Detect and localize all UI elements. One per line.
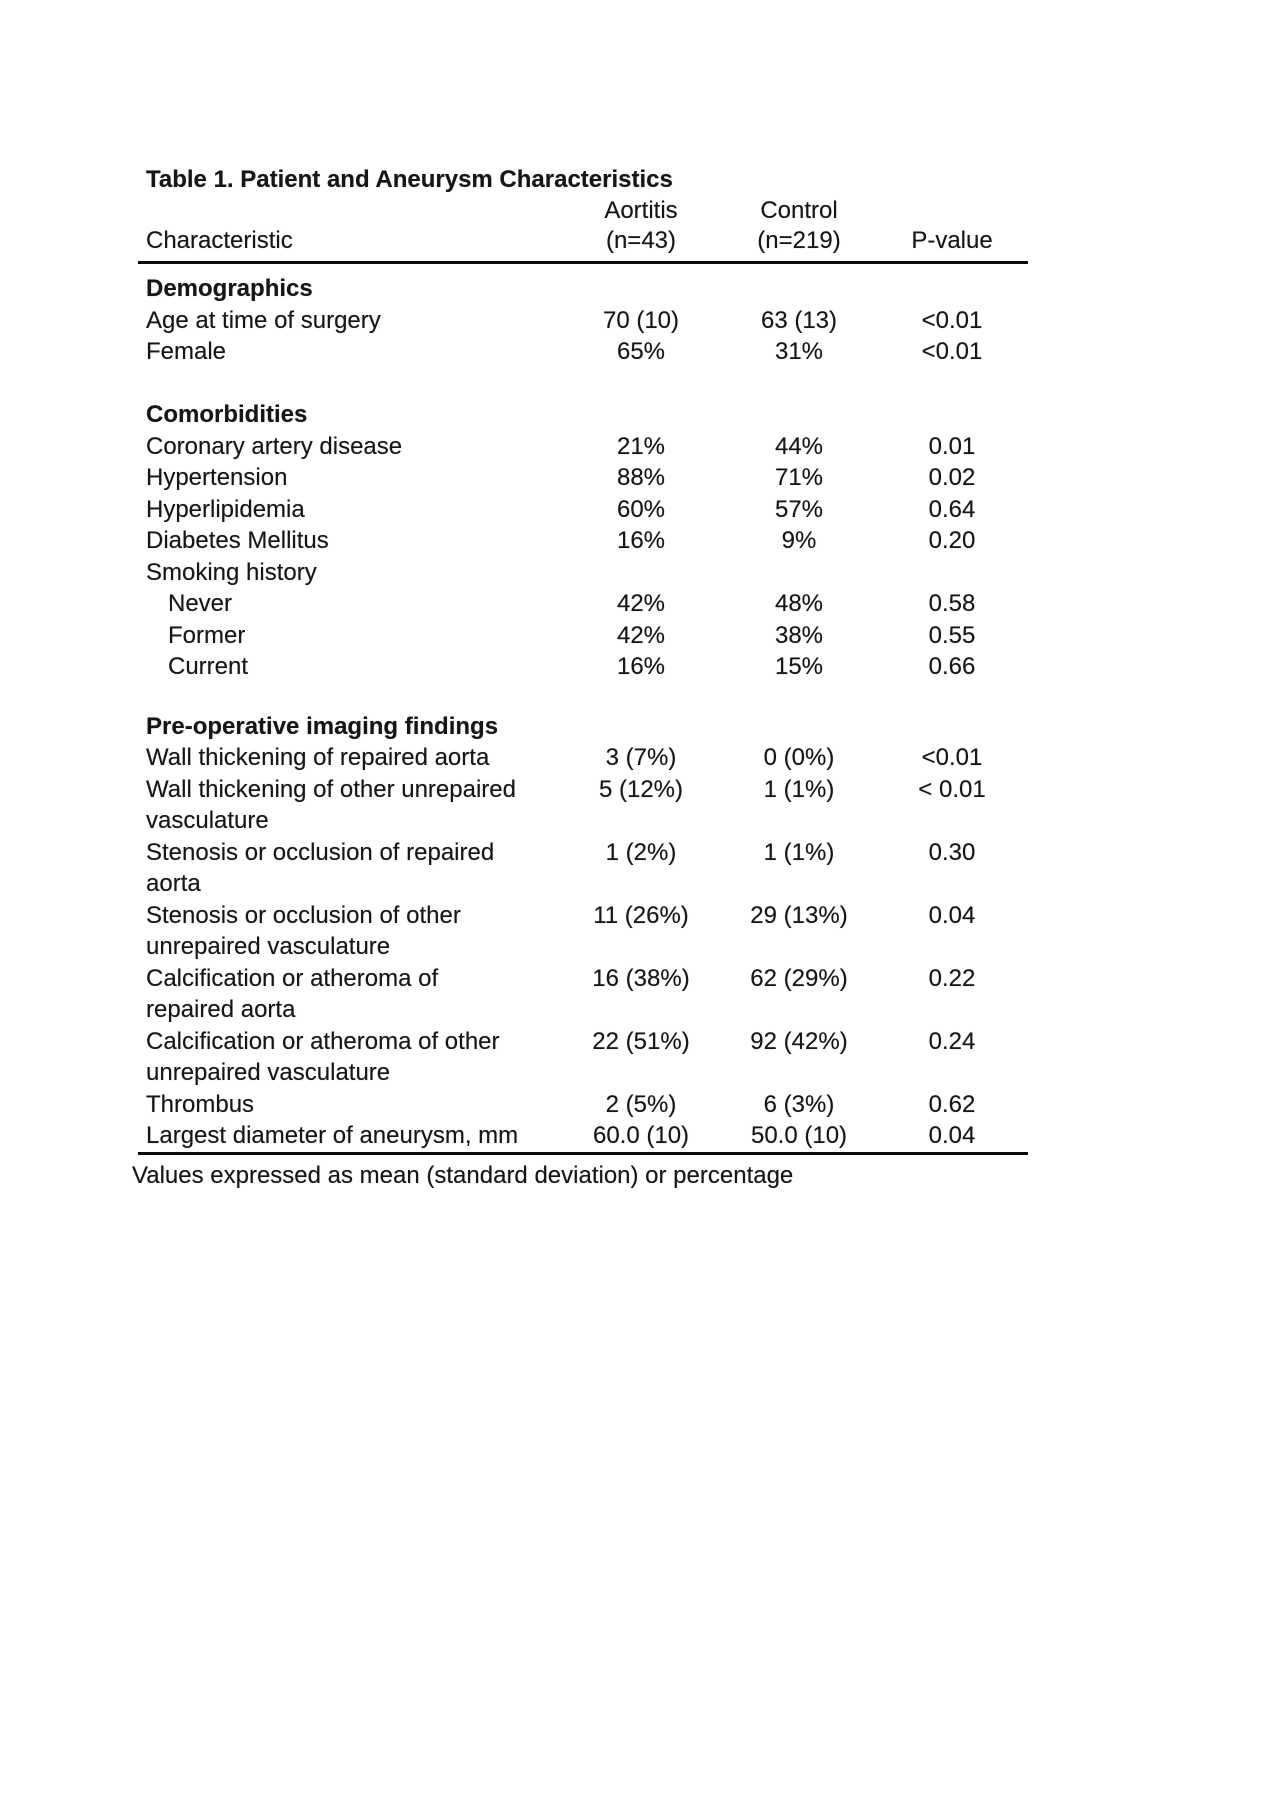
- table-header: [138, 196, 1028, 264]
- table-row: [138, 525, 1028, 557]
- table-row: [138, 305, 1028, 337]
- cell-aortitis: 16 (38%): [592, 964, 690, 992]
- section-comorbidities: [138, 399, 1028, 683]
- col-header-pvalue: P-value: [911, 227, 993, 254]
- cell-aortitis: 65%: [616, 338, 666, 365]
- cell-control: 29 (13%): [750, 901, 848, 929]
- cell-aortitis: 70 (10): [602, 306, 680, 334]
- cell-pvalue: 0.58: [928, 590, 976, 617]
- table-row: [138, 1120, 1028, 1152]
- section-gap: [138, 368, 1028, 400]
- cell-aortitis: 42%: [616, 621, 666, 649]
- table-row: [138, 588, 1028, 620]
- cell-control: 9%: [781, 527, 817, 554]
- row-label: Wall thickening of repaired aorta: [146, 744, 490, 771]
- cell-aortitis: 60.0 (10): [592, 1122, 690, 1149]
- section-header: Pre-operative imaging findings: [146, 712, 499, 740]
- row-label: Hypertension: [146, 464, 288, 491]
- cell-control: 63 (13): [760, 306, 838, 334]
- table-row: [138, 620, 1028, 652]
- row-label: [138, 1026, 583, 1089]
- table-row: [138, 336, 1028, 368]
- col-header-control-n: (n=219): [757, 227, 841, 254]
- row-label-line2: unrepaired vasculature: [146, 1059, 391, 1086]
- cell-pvalue: 0.66: [928, 653, 976, 680]
- cell-control: 48%: [774, 590, 824, 617]
- col-header-aortitis-n: (n=43): [605, 227, 677, 254]
- cell-control: 71%: [774, 464, 824, 491]
- row-label: Thrombus: [146, 1090, 255, 1118]
- cell-control: 1 (1%): [763, 838, 835, 866]
- cell-aortitis: 42%: [616, 590, 666, 617]
- row-label-line2: vasculature: [146, 807, 269, 834]
- row-label: Largest diameter of aneurysm, mm: [146, 1122, 519, 1149]
- row-label: [138, 900, 583, 963]
- cell-pvalue: 0.62: [928, 1090, 976, 1118]
- header-row-column-labels: [138, 226, 1028, 256]
- cell-pvalue: <0.01: [921, 338, 983, 365]
- section-preoperative-imaging: [138, 711, 1028, 1152]
- table-row: [138, 837, 1028, 900]
- cell-control: 38%: [774, 621, 824, 649]
- table-1: [132, 163, 1028, 1191]
- cell-aortitis: 5 (12%): [598, 775, 684, 803]
- table-row: [138, 774, 1028, 837]
- cell-pvalue: 0.64: [928, 495, 976, 523]
- cell-control: 50.0 (10): [750, 1122, 848, 1149]
- cell-pvalue: 0.30: [928, 838, 976, 866]
- row-label: [138, 963, 583, 1026]
- cell-control: 0 (0%): [763, 744, 835, 771]
- cell-control: 31%: [774, 338, 824, 365]
- cell-pvalue: < 0.01: [918, 775, 986, 803]
- cell-pvalue: 0.02: [928, 464, 976, 491]
- cell-aortitis: 11 (26%): [593, 901, 689, 929]
- table-row: [138, 963, 1028, 1026]
- table-row: [138, 1026, 1028, 1089]
- col-header-aortitis: Aortitis: [604, 197, 678, 224]
- row-label-line1: Calcification or atheroma of: [146, 964, 439, 992]
- cell-pvalue: 0.24: [928, 1027, 976, 1055]
- table-row: [138, 651, 1028, 683]
- row-label: Smoking history: [146, 558, 317, 586]
- row-label: Current: [168, 653, 249, 680]
- row-label-line1: Stenosis or occlusion of other: [146, 901, 461, 929]
- row-label: Female: [146, 338, 227, 365]
- cell-pvalue: <0.01: [921, 306, 983, 334]
- cell-pvalue: 0.55: [928, 621, 976, 649]
- cell-aortitis: 88%: [616, 464, 666, 491]
- table-footnote: Values expressed as mean (standard deviation) or percentage: [132, 1161, 794, 1189]
- table-row: [138, 494, 1028, 526]
- row-label-line2: unrepaired vasculature: [146, 933, 391, 960]
- cell-control: 62 (29%): [750, 964, 848, 992]
- cell-control: 44%: [774, 432, 824, 460]
- table-row: [138, 742, 1028, 774]
- cell-pvalue: 0.22: [928, 964, 976, 992]
- cell-aortitis: 2 (5%): [605, 1090, 677, 1118]
- table-row: [138, 462, 1028, 494]
- row-label: [138, 837, 583, 900]
- section-header: Demographics: [146, 275, 313, 302]
- cell-aortitis: 21%: [616, 432, 666, 460]
- table-row: [138, 431, 1028, 463]
- cell-aortitis: 3 (7%): [605, 744, 677, 771]
- row-label: Coronary artery disease: [146, 432, 403, 460]
- cell-aortitis: 16%: [616, 653, 666, 680]
- row-label-line1: Calcification or atheroma of other: [146, 1027, 500, 1055]
- table-row: [138, 1089, 1028, 1121]
- table-title: Table 1. Patient and Aneurysm Characteristics: [146, 166, 673, 193]
- cell-control: 1 (1%): [763, 775, 835, 803]
- row-label: Hyperlipidemia: [146, 495, 305, 523]
- row-label: [138, 774, 583, 837]
- table-row: [138, 900, 1028, 963]
- cell-pvalue: 0.04: [928, 901, 976, 929]
- cell-aortitis: 22 (51%): [592, 1027, 690, 1055]
- row-label-line1: Stenosis or occlusion of repaired: [146, 838, 495, 866]
- col-header-characteristic: Characteristic: [146, 227, 293, 254]
- section-gap: [138, 683, 1028, 711]
- row-label-line1: Wall thickening of other unrepaired: [146, 775, 516, 803]
- cell-control: 92 (42%): [750, 1027, 848, 1055]
- cell-aortitis: 1 (2%): [605, 838, 677, 866]
- row-label: Diabetes Mellitus: [146, 527, 329, 554]
- table-bottom-rule: [138, 1152, 1028, 1155]
- cell-control: 15%: [774, 653, 824, 680]
- row-label-line2: repaired aorta: [146, 996, 296, 1023]
- cell-pvalue: 0.20: [928, 527, 976, 554]
- cell-aortitis: 60%: [616, 495, 666, 523]
- cell-aortitis: 16%: [616, 527, 666, 554]
- cell-control: 57%: [774, 495, 824, 523]
- section-demographics: [138, 273, 1028, 368]
- section-header: Comorbidities: [146, 401, 308, 428]
- col-header-control: Control: [760, 197, 838, 224]
- table-row: [138, 557, 1028, 589]
- row-label: Age at time of surgery: [146, 306, 381, 334]
- cell-pvalue: 0.01: [928, 432, 976, 460]
- row-label-line2: aorta: [146, 870, 201, 897]
- row-label: Former: [168, 621, 246, 649]
- cell-control: 6 (3%): [763, 1090, 835, 1118]
- cell-pvalue: 0.04: [928, 1122, 976, 1149]
- header-row-group-labels: [138, 196, 1028, 226]
- row-label: Never: [168, 590, 233, 617]
- cell-pvalue: <0.01: [921, 744, 983, 771]
